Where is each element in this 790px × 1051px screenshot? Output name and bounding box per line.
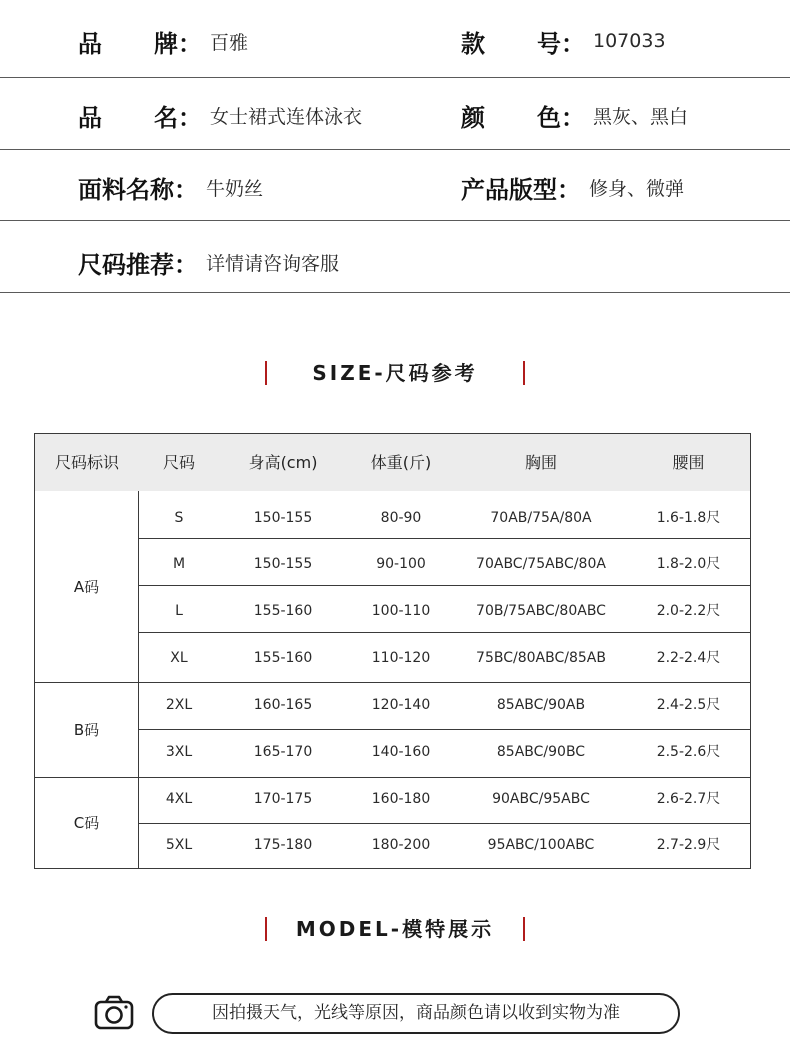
cell-waist: 2.0-2.2尺 [656,603,721,619]
fit-field [461,168,684,206]
cell-height: 170-175 [253,791,313,807]
cell-height: 155-160 [253,650,313,666]
cell-size: L [175,603,183,619]
header-weight: 体重(斤) [370,453,432,472]
header-bust: 胸围 [524,453,557,472]
cell-size: M [172,556,186,572]
color-value: 黑灰、黑白 [593,105,689,128]
cell-size: 2XL [165,697,193,713]
header-height: 身高(cm) [248,453,318,472]
cell-weight: 160-180 [371,791,431,807]
fit-label: 产品版型： [461,175,581,204]
style-number-label: 款 号： [461,29,585,58]
group-label-c: C码 [35,777,139,868]
cell-bust: 85ABC/90BC [496,744,586,760]
cell-weight: 110-120 [371,650,431,666]
cell-height: 150-155 [253,510,313,526]
cell-bust: 90ABC/95ABC [492,791,590,807]
brand-value: 百雅 [210,31,249,54]
size-recommendation-label: 尺码推荐： [78,250,198,279]
color-label: 颜 色： [461,103,585,132]
cell-bust: 70AB/75A/80A [490,510,592,526]
group-label-b: B码 [35,682,139,777]
camera-icon [94,995,134,1031]
cell-weight: 180-200 [371,837,431,853]
color-disclaimer: 因拍摄天气，光线等原因，商品颜色请以收到实物为准 [152,993,680,1034]
cell-waist: 2.4-2.5尺 [656,697,721,713]
size-table [34,433,751,869]
size-section-heading [0,358,790,388]
accent-bar-right [523,361,525,385]
divider [0,149,790,150]
cell-height: 175-180 [253,837,313,853]
header-waist: 腰围 [672,453,705,472]
cell-weight: 120-140 [371,697,431,713]
cell-bust: 85ABC/90AB [496,697,586,713]
cell-size: 5XL [165,837,193,853]
cell-size: XL [170,650,188,666]
cell-waist: 1.6-1.8尺 [656,510,721,526]
cell-bust: 95ABC/100ABC [487,837,595,853]
cell-waist: 1.8-2.0尺 [656,556,721,572]
product-name-value: 女士裙式连体泳衣 [210,105,363,128]
product-name-field [78,96,362,134]
size-recommendation-field [78,243,339,281]
product-name-label: 品 名： [78,103,202,132]
cell-height: 160-165 [253,697,313,713]
divider [0,220,790,221]
fabric-field [78,168,263,206]
cell-height: 155-160 [253,603,313,619]
cell-height: 165-170 [253,744,313,760]
cell-waist: 2.2-2.4尺 [656,650,721,666]
style-number-value: 107033 [593,30,666,52]
cell-height: 150-155 [253,556,313,572]
cell-bust: 70B/75ABC/80ABC [476,603,606,619]
size-section-title: SIZE-尺码参考 [312,361,478,385]
cell-size: S [174,510,184,526]
brand-field [78,22,248,60]
cell-weight: 90-100 [376,556,426,572]
cell-waist: 2.5-2.6尺 [656,744,721,760]
cell-waist: 2.7-2.9尺 [656,837,721,853]
fit-value: 修身、微弹 [589,177,685,200]
cell-size: 3XL [165,744,193,760]
table-header [35,434,750,491]
model-section-heading [0,914,790,944]
cell-weight: 140-160 [371,744,431,760]
color-field [461,96,688,134]
brand-label: 品 牌： [78,29,202,58]
fabric-label: 面料名称： [78,175,198,204]
cell-weight: 80-90 [380,510,422,526]
model-section-title: MODEL-模特展示 [295,917,495,941]
fabric-value: 牛奶丝 [206,177,264,200]
divider [0,292,790,293]
size-recommendation-value: 详情请咨询客服 [206,252,340,275]
divider [0,77,790,78]
group-label-a: A码 [35,491,139,682]
cell-waist: 2.6-2.7尺 [656,791,721,807]
accent-bar-right [523,917,525,941]
header-size-group: 尺码标识 [54,453,119,472]
cell-bust: 75BC/80ABC/85AB [476,650,606,666]
header-size: 尺码 [162,453,195,472]
cell-size: 4XL [165,791,193,807]
style-number-field [461,22,666,60]
cell-bust: 70ABC/75ABC/80A [476,556,606,572]
cell-weight: 100-110 [371,603,431,619]
